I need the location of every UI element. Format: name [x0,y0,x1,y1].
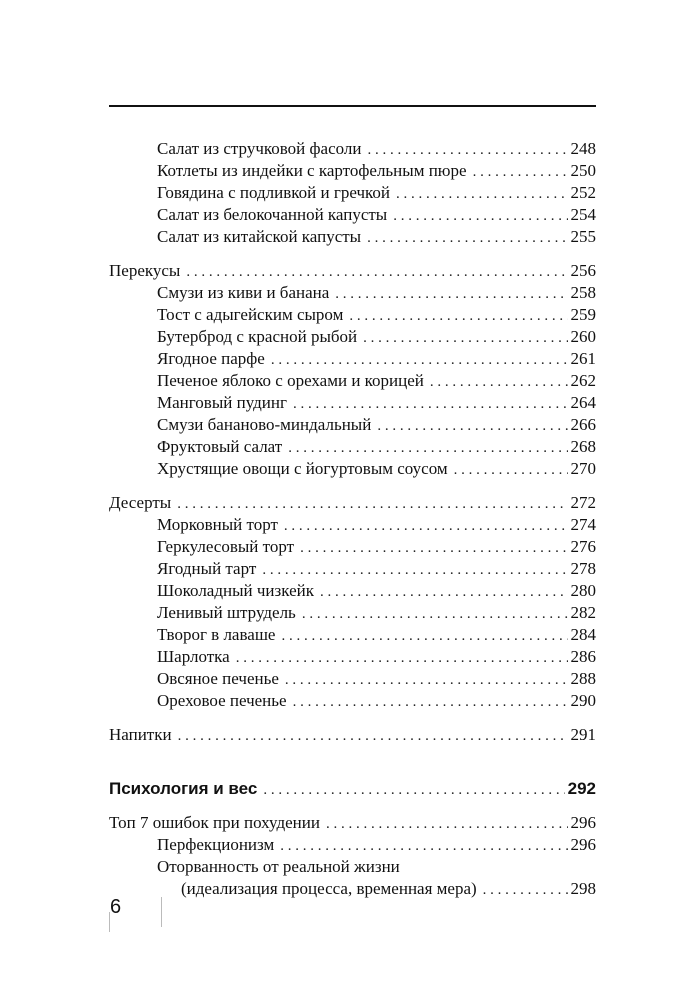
toc-entry[interactable] [109,182,596,204]
entry-page: 258 [570,283,596,302]
entry-title: Смузи из киви и банана [157,283,330,302]
entry-title: (идеализация процесса, временная мера) [181,879,477,898]
leader-dots [288,437,567,459]
entry-title: Манговый пудинг [157,393,287,412]
entry-title: Ленивый штрудель [157,603,296,622]
chapter-page: 292 [567,779,596,798]
table-of-contents [109,138,596,900]
entry-title: Смузи бананово-миндальный [157,415,372,434]
leader-dots [262,559,567,581]
entry-page: 259 [570,305,596,324]
toc-entry[interactable] [109,204,596,226]
toc-entry-first-line[interactable]: Оторванность от реальной жизни [157,857,400,876]
toc-entry[interactable] [109,646,596,668]
leader-dots [271,349,568,371]
toc-entry[interactable] [109,624,596,646]
page-number: 6 [110,896,122,918]
toc-entry[interactable] [109,436,596,458]
section-title: Топ 7 ошибок при похудении [109,813,320,832]
entry-title: Морковный торт [157,515,278,534]
entry-title: Котлеты из индейки с картофельным пюре [157,161,467,180]
toc-entry[interactable] [109,138,596,160]
leader-dots [177,493,567,515]
entry-title: Шарлотка [157,647,230,666]
leader-dots [263,779,564,801]
leader-dots [236,647,568,669]
section-title: Напитки [109,725,172,744]
leader-dots [335,283,567,305]
entry-page: 290 [570,691,596,710]
leader-dots [284,515,568,537]
toc-entry[interactable] [109,226,596,248]
entry-page: 248 [570,139,596,158]
leader-dots [430,371,568,393]
section-page: 296 [570,813,596,832]
toc-entry[interactable] [109,160,596,182]
entry-page: 254 [570,205,596,224]
entry-page: 280 [570,581,596,600]
leader-dots [483,879,568,901]
toc-entry[interactable] [109,348,596,370]
entry-page: 264 [570,393,596,412]
entry-page: 262 [570,371,596,390]
section-title: Десерты [109,493,172,512]
toc-entry[interactable] [109,282,596,304]
toc-entry[interactable] [109,326,596,348]
toc-entry[interactable] [109,304,596,326]
leader-dots [349,305,567,327]
entry-page: 276 [570,537,596,556]
toc-section-heading[interactable] [109,724,596,746]
entry-page: 261 [570,349,596,368]
entry-title: Салат из китайской капусты [157,227,362,246]
toc-section-heading[interactable] [109,260,596,282]
chapter-title: Психология и вес [109,779,258,798]
leader-dots [377,415,567,437]
entry-page: 296 [570,835,596,854]
section-page: 291 [570,725,596,744]
leader-dots [473,161,568,183]
entry-title: Перфекционизм [157,835,275,854]
entry-title: Салат из белокочанной капусты [157,205,388,224]
toc-entry[interactable] [109,668,596,690]
leader-dots [367,227,567,249]
entry-page: 298 [570,879,596,898]
leader-dots [280,835,567,857]
entry-page: 252 [570,183,596,202]
section-page: 272 [570,493,596,512]
entry-title: Говядина с подливкой и гречкой [157,183,390,202]
toc-entry[interactable] [109,414,596,436]
toc-entry[interactable] [109,514,596,536]
leader-dots [302,603,568,625]
entry-title: Овсяное печенье [157,669,279,688]
leader-dots [454,459,568,481]
entry-title: Геркулесовый торт [157,537,295,556]
toc-entry[interactable] [109,392,596,414]
entry-page: 255 [570,227,596,246]
toc-entry[interactable] [109,536,596,558]
entry-page: 288 [570,669,596,688]
entry-title: Фруктовый салат [157,437,283,456]
entry-title: Тост с адыгейским сыром [157,305,344,324]
entry-title: Хрустящие овощи с йогуртовым соусом [157,459,448,478]
entry-page: 266 [570,415,596,434]
toc-section-heading[interactable] [109,492,596,514]
entry-page: 268 [570,437,596,456]
entry-title: Творог в лаваше [157,625,276,644]
entry-title: Ореховое печенье [157,691,287,710]
entry-page: 274 [570,515,596,534]
entry-page: 250 [570,161,596,180]
entry-page: 260 [570,327,596,346]
entry-page: 270 [570,459,596,478]
entry-page: 278 [570,559,596,578]
leader-dots [363,327,567,349]
section-page: 256 [570,261,596,280]
leader-dots [293,393,568,415]
page-divider-mark [161,897,162,927]
toc-entry[interactable] [109,458,596,480]
entry-title: Салат из стручковой фасоли [157,139,362,158]
toc-entry[interactable] [109,580,596,602]
entry-title: Бутерброд с красной рыбой [157,327,358,346]
leader-dots [285,669,568,691]
toc-entry[interactable] [109,690,596,712]
leader-dots [393,205,567,227]
entry-title: Печеное яблоко с орехами и корицей [157,371,424,390]
top-rule [109,105,596,107]
toc-chapter-heading[interactable] [109,778,596,800]
leader-dots [293,691,568,713]
leader-dots [281,625,567,647]
leader-dots [326,813,568,835]
leader-dots [300,537,567,559]
entry-title: Ягодное парфе [157,349,265,368]
entry-title: Ягодный тарт [157,559,257,578]
toc-entry[interactable] [109,834,596,856]
leader-dots [178,725,568,747]
leader-dots [396,183,568,205]
toc-entry[interactable] [109,602,596,624]
entry-page: 284 [570,625,596,644]
leader-dots [320,581,568,603]
entry-title: Шоколадный чизкейк [157,581,314,600]
toc-entry[interactable] [109,558,596,580]
leader-dots [186,261,567,283]
section-title: Перекусы [109,261,181,280]
toc-section-heading[interactable] [109,812,596,834]
toc-entry[interactable] [109,370,596,392]
entry-page: 286 [570,647,596,666]
leader-dots [368,139,568,161]
entry-page: 282 [570,603,596,622]
toc-entry[interactable] [109,878,596,900]
